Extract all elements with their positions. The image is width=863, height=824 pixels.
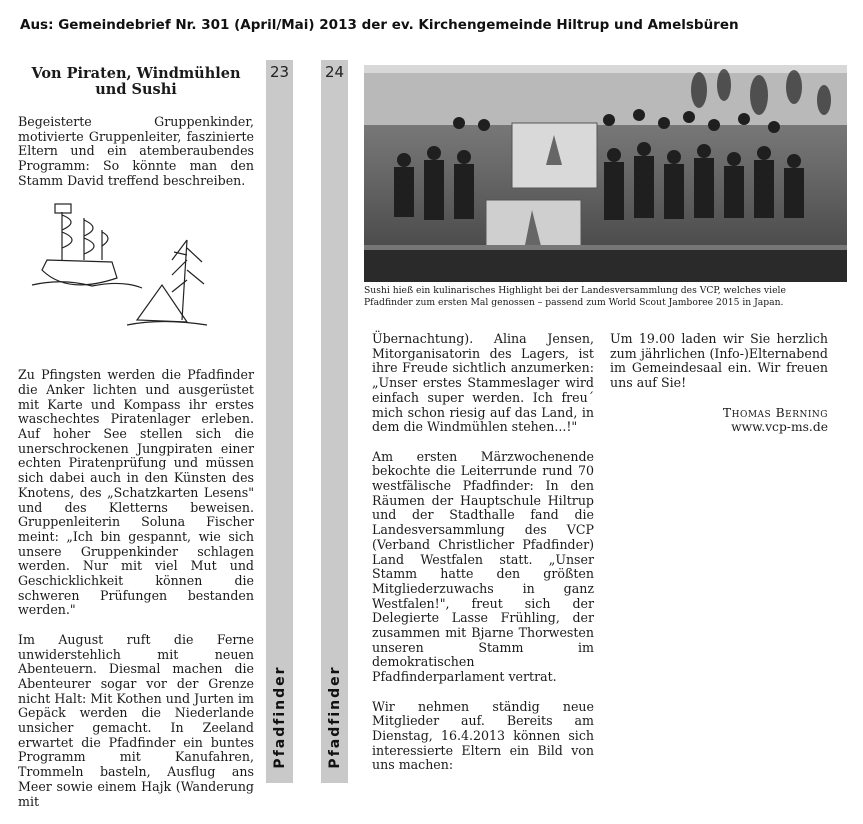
group-photo-drawing	[364, 65, 847, 282]
page-number-24: 24	[324, 63, 345, 81]
middle-column	[372, 332, 594, 788]
signature-block	[610, 406, 828, 435]
document-source-header: Aus: Gemeindebrief Nr. 301 (April/Mai) 2013 der ev. Kirchengemeinde Hiltrup und Amelsbüren	[20, 17, 739, 33]
paragraph-intro: Begeisterte Gruppenkinder, motivierte Gruppenleiter, faszinierte Eltern und ein atemberaubendes Programm: So könnte man den Stamm David treffend beschreiben.	[18, 114, 254, 188]
page-number-23: 23	[269, 63, 290, 81]
paragraph-maerzwochenende: Am ersten Märzwochenende bekochte die Leiterrunde rund 70 westfälische Pfadfinder: In den Räumen der Hauptschule Hiltrup und der Stadthalle fand die Landesversammlung des VCP (Verband Christlicher Pfadfinder) Land Westfalen statt. „Unser Stamm hatte den größten Mitgliederzuwachs in ganz Westfalen!", freut sich der Delegierte Lasse Frühling, der zusammen mit Bjarne Thorwesten unseren Stamm im demokratischen Pfadfinderparlament vertrat.	[372, 448, 594, 685]
author-name: Thomas Berning	[722, 405, 828, 420]
pirate-ship-sketch-illustration	[22, 200, 222, 340]
right-column	[610, 332, 828, 435]
group-photo	[364, 65, 847, 282]
section-label-right: Pfadfinder	[326, 665, 343, 769]
article-title: Von Piraten, Windmühlen und Sushi	[31, 65, 241, 98]
page-24-side-bar	[321, 60, 348, 783]
website-link[interactable]: www.vcp-ms.de	[731, 420, 828, 435]
paragraph-uebernachtung: Übernachtung). Alina Jensen, Mitorganisatorin des Lagers, ist ihre Freude sichtlich anzumerken: „Unser erstes Stammeslager wird einfach super werden. Ich freu´ mich schon riesig auf das Land, in dem die Windmühlen stehen...!"	[372, 331, 594, 435]
paragraph-august: Im August ruft die Ferne unwiderstehlich mit neuen Abenteuern. Diesmal machen die Abenteurer sogar vor der Grenze nicht Halt: Mit Kothen und Jurten im Gepäck werden die Niederlande unsicher gemacht. In Zeeland erwartet die Pfadfinder ein buntes Programm mit Kanufahren, Trommeln basteln, Ausflug ans Meer sowie einem Hajk (Wanderung mit	[18, 631, 254, 809]
photo-caption: Sushi hieß ein kulinarisches Highlight bei der Landesversammlung des VCP, welches viele Pfadfinder zum ersten Mal genossen – passend zum World Scout Jamboree 2015 in Japan.	[364, 285, 786, 308]
paragraph-elternabend: Um 19.00 laden wir Sie herzlich zum jährlichen (Info-)Elternabend im Gemeindesaal ein. Wir freuen uns auf Sie!	[610, 331, 828, 391]
page-23-side-bar	[266, 60, 293, 783]
paragraph-mitglieder: Wir nehmen ständig neue Mitglieder auf. Bereits am Dienstag, 16.4.2013 können sich interessierte Eltern ein Bild von uns machen:	[372, 698, 594, 773]
section-label-left: Pfadfinder	[271, 665, 288, 769]
paragraph-pfingsten: Zu Pfingsten werden die Pfadfinder die Anker lichten und ausgerüstet mit Karte und Kompass ihr erstes waschechtes Piratenlager erleben. Auf hoher See stellen sich die unerschrockenen Jungpiraten einer echten Piratenprüfung und müssen sich dabei auch in den Künsten des Knotens, des „Schatzkarten Lesens" und des Kletterns beweisen. Gruppenleiterin Soluna Fischer meint: „Ich bin gespannt, wie sich unsere Gruppenkinder schlagen werden. Nur mit viel Mut und Geschicklichkeit können die schweren Prüfungen bestanden werden."	[18, 367, 254, 618]
